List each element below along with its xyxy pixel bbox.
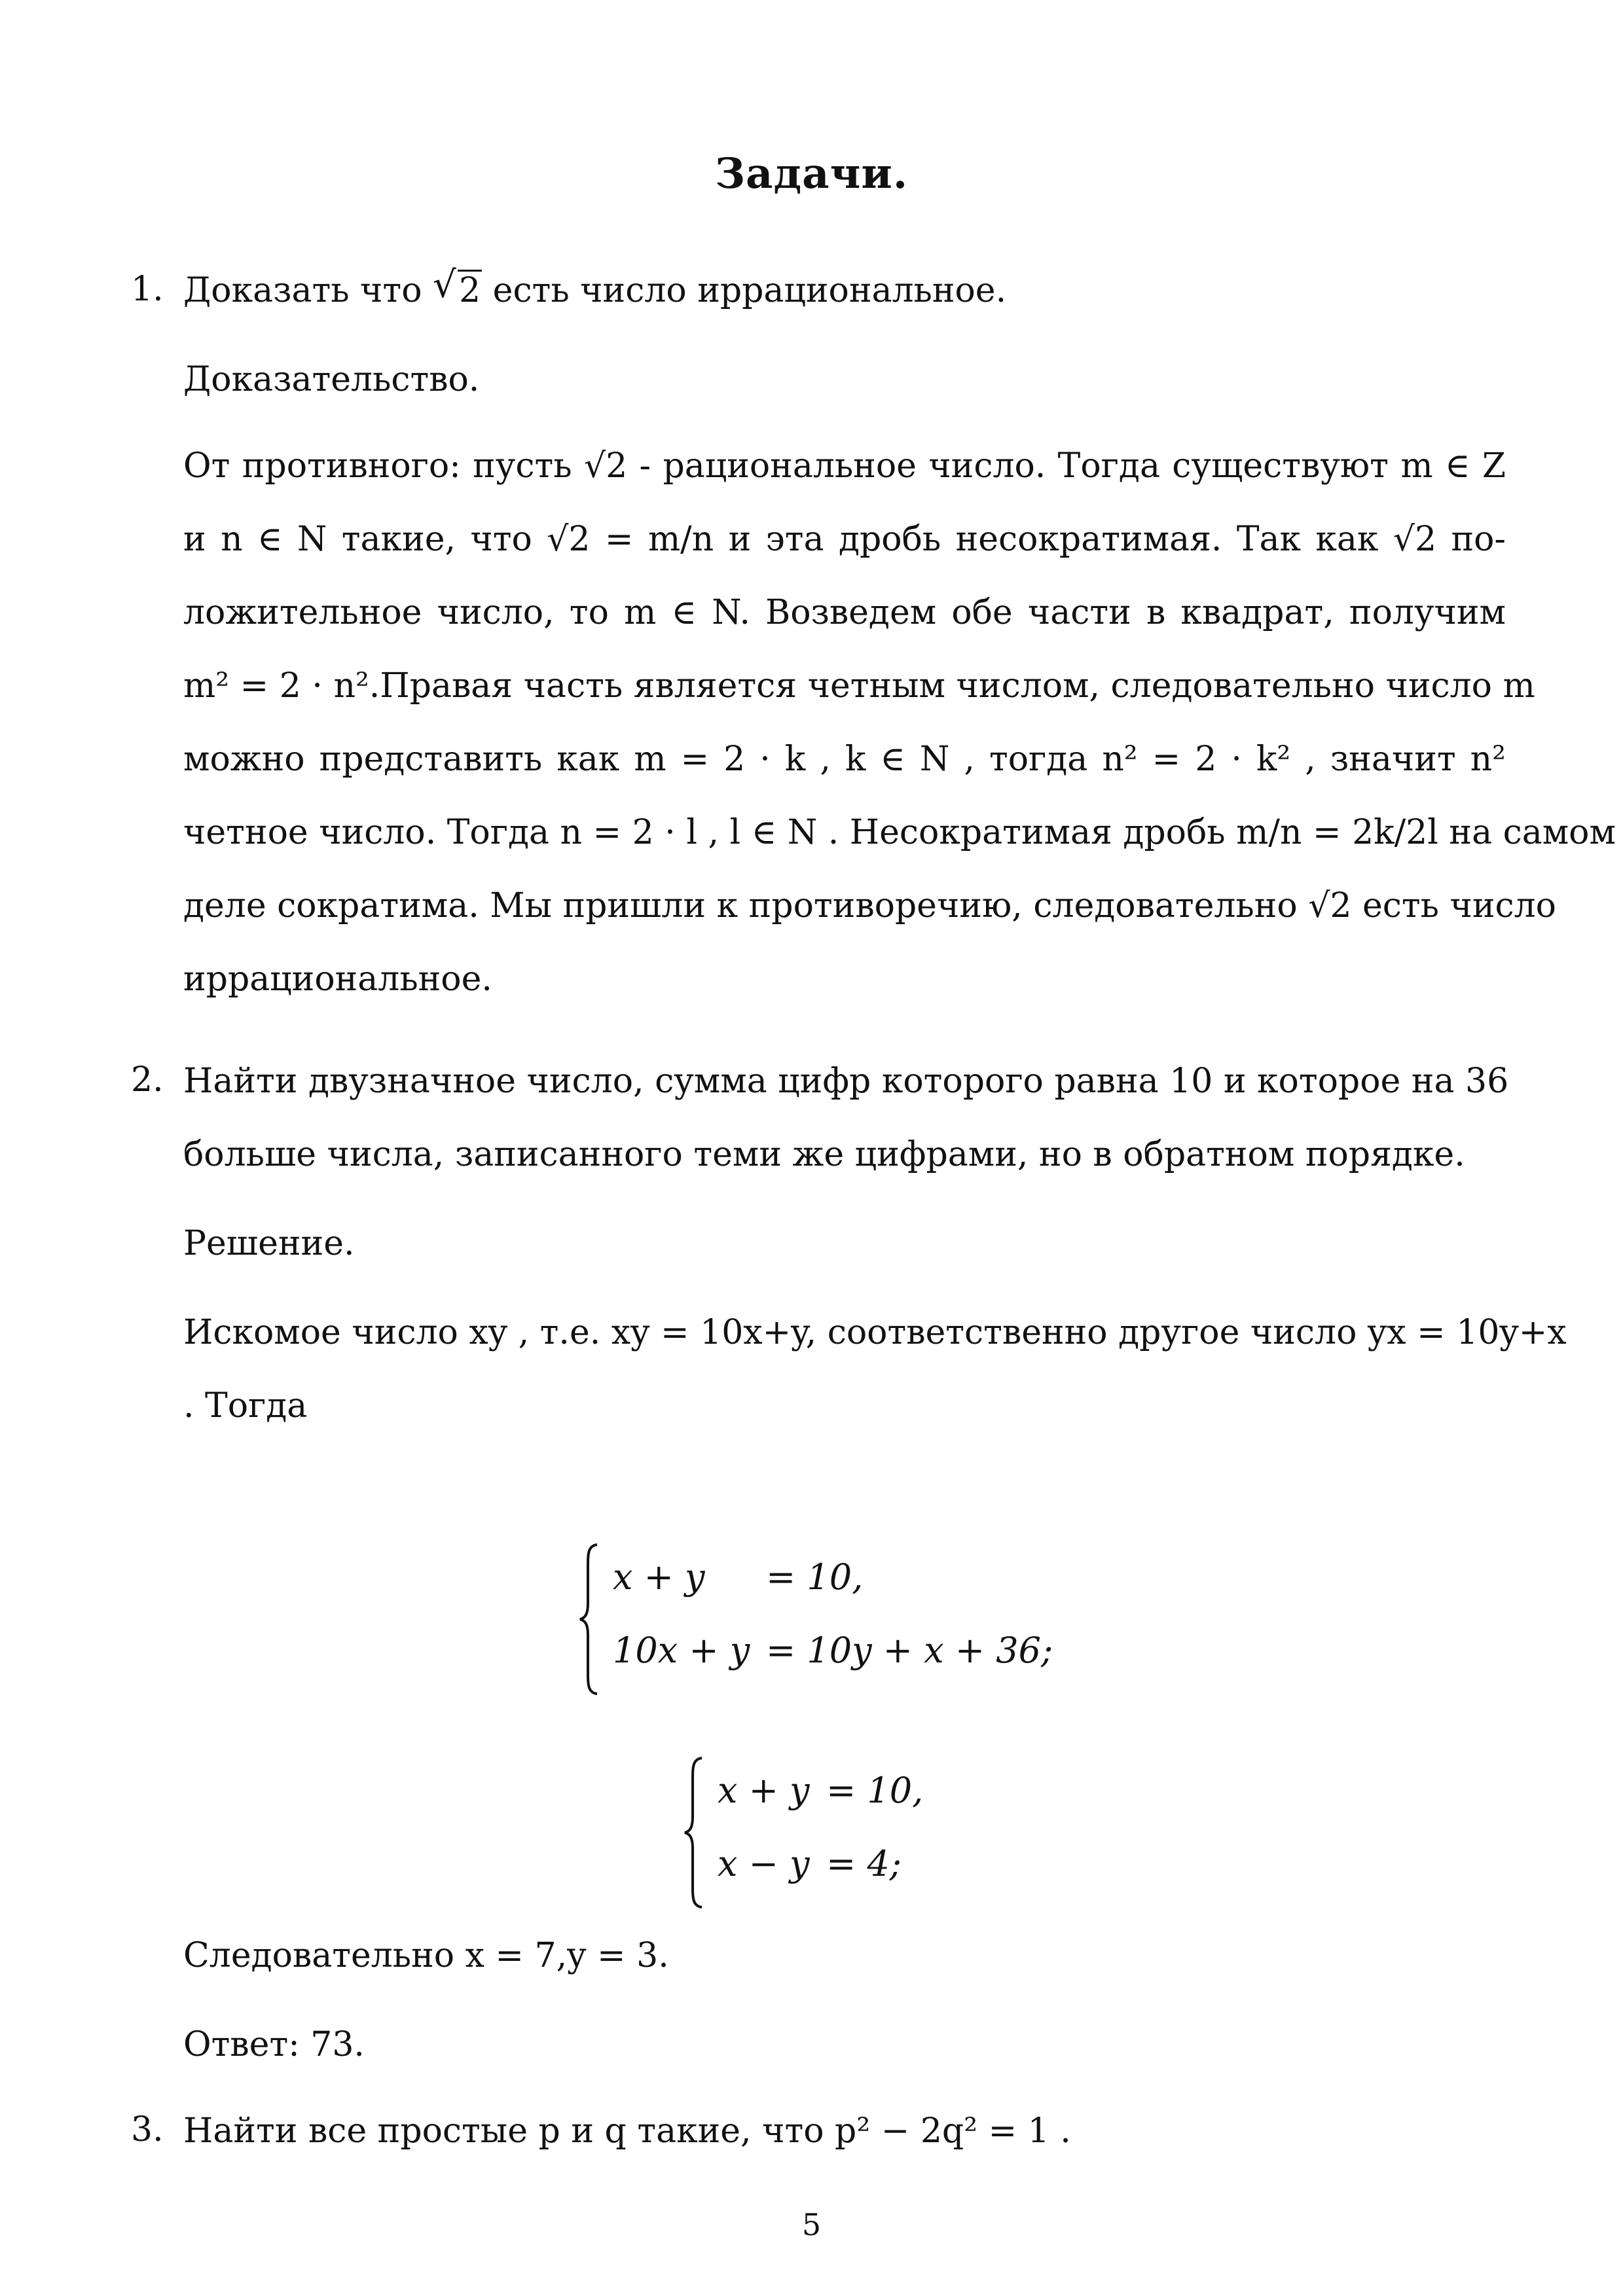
solution-heading: Решение. <box>183 1224 355 1263</box>
proof-line-7: деле сократима. Мы пришли к противоречию, следовательно √2 есть число <box>183 886 1556 925</box>
statement-text-a: Доказать что <box>183 271 433 310</box>
system1-row1-left: x + y <box>613 1556 705 1598</box>
proof-line-6: четное число. Тогда n = 2 · l , l ∈ N . Несократимая дробь m/n = 2k/2l на самом <box>183 813 1616 852</box>
statement-text-b: есть число иррациональное. <box>482 271 1007 310</box>
problem-2-number: 2. <box>131 1060 164 1100</box>
problem-3-statement: Найти все простые p и q такие, что p² − 2q² = 1 . <box>183 2111 1071 2151</box>
proof-line-5: можно представить как m = 2 · k , k ∈ N , тогда n² = 2 · k² , значит n² <box>183 740 1506 779</box>
left-brace-icon <box>681 1754 707 1911</box>
proof-line-1: От противного: пусть √2 - рациональное число. Тогда существуют m ∈ Z <box>183 446 1506 486</box>
problem-2-statement-line-1: Найти двузначное число, сумма цифр которого равна 10 и которое на 36 <box>183 1062 1509 1101</box>
solution-line-2: . Тогда <box>183 1386 308 1426</box>
problem-1-number: 1. <box>131 270 164 309</box>
problem-1-statement <box>183 264 1506 312</box>
page-number: 5 <box>801 2207 822 2242</box>
left-brace-icon <box>576 1541 602 1698</box>
system2-row2-left: x − y <box>718 1843 810 1884</box>
problem-3-number: 3. <box>131 2110 164 2149</box>
system1-row2-right: = 10y + x + 36; <box>766 1630 1053 1671</box>
solution-line-1: Искомое число xy , т.е. xy = 10x+y, соответственно другое число yx = 10y+x <box>183 1313 1567 1352</box>
system2-row1-right: = 10, <box>826 1770 924 1811</box>
system2-row2-right: = 4; <box>826 1843 902 1884</box>
proof-line-2: и n ∈ N такие, что √2 = m/n и эта дробь несократимая. Так как √2 по- <box>183 520 1506 559</box>
solution-answer: Ответ: 73. <box>183 2025 365 2064</box>
proof-heading: Доказательство. <box>183 360 480 399</box>
sqrt-expression: √ 2 <box>433 264 481 310</box>
equation-system-2 <box>681 1754 995 1911</box>
proof-line-4: m² = 2 · n².Правая часть является четным числом, следовательно число m <box>183 666 1535 706</box>
page-title: Задачи. <box>714 149 909 198</box>
system1-row2-left: 10x + y <box>613 1630 750 1671</box>
equation-system-1 <box>576 1541 1074 1698</box>
problem-2-statement-line-2: больше числа, записанного теми же цифрами, но в обратном порядке. <box>183 1135 1465 1174</box>
system1-row1-right: = 10, <box>766 1556 864 1598</box>
proof-line-3: ложительное число, то m ∈ N. Возведем обе части в квадрат, получим <box>183 593 1506 632</box>
system2-row1-left: x + y <box>718 1770 810 1811</box>
solution-conclusion: Следовательно x = 7,y = 3. <box>183 1936 669 1975</box>
proof-line-8: иррациональное. <box>183 960 492 999</box>
